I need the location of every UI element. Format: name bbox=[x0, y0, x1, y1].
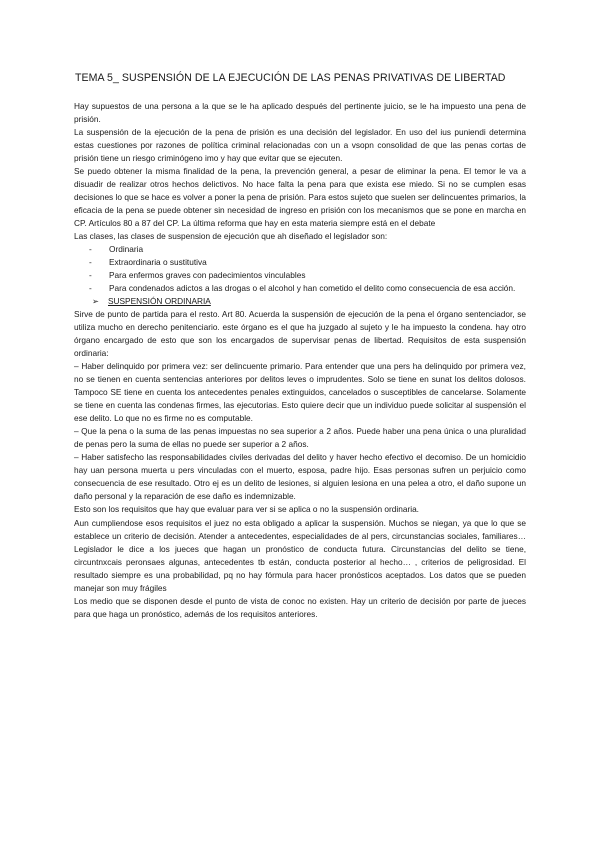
list-item bbox=[74, 282, 526, 295]
list-item-text: Para condenados adictos a las drogas o el alcohol y han cometido el delito como consecuencia de esa acción. bbox=[109, 283, 516, 294]
list-item bbox=[74, 269, 526, 282]
suspension-classes-list bbox=[74, 243, 526, 295]
intro-paragraph: Hay supuestos de una persona a la que se le ha aplicado después del pertinente juicio, se le ha impuesto una pena de prisión. bbox=[74, 101, 526, 125]
list-item-text: Extraordinaria o sustitutiva bbox=[109, 257, 207, 268]
document-title: TEMA 5_ SUSPENSIÓN DE LA EJECUCIÓN DE LAS PENAS PRIVATIVAS DE LIBERTAD bbox=[75, 72, 506, 84]
section-heading-text: SUSPENSIÓN ORDINARIA bbox=[108, 296, 211, 307]
requirement-paragraph: – Que la pena o la suma de las penas impuestas no sea superior a 2 años. Puede haber una pena única o una pluralidad de penas pero la suma de ellas no puede ser superior a 2 años. bbox=[74, 426, 526, 450]
requirement-paragraph: – Haber satisfecho las responsabilidades civiles derivadas del delito y haver hecho efectivo el decomiso. De un homicidio hay uan persona muerta u pers vinculadas con el muerto, esposa, padre hijo. Esas personas sufren un perjuicio como consecuencia de ese resultado. Otro ej es un delito de lesiones, si alguien lesiona en una pelea a otro, el daño supone un daño personal y la reparación de ese daño es indemnizable. bbox=[74, 452, 526, 502]
intro-paragraph: Se puedo obtener la misma finalidad de la pena, la prevención general, a pesar de eliminar la pena. El temor le va a disuadir de realizar otros hechos delictivos. No hace falta la pena para que exista ese miedo. Si no se cumplen esas decisiones lo que se hace es volver a poner la pena de prisión. Para estos sujeto que suelen ser delincuentes primarios, la eficacia de la pena se puede obtener sin necesidad de ingreso en prisión con los mecanismos que se pone en marcha en CP. Artículos 80 a 87 del CP. La última reforma que hay en esta materia siempre está en el debate bbox=[74, 166, 526, 229]
list-item bbox=[74, 256, 526, 269]
document-body bbox=[74, 100, 526, 621]
requirement-paragraph: – Haber delinquido por primera vez: ser delincuente primario. Para entender que una pers ha delinquido por primera vez, no se tienen en cuenta sentencias anteriores por delitos leves o imprudentes. Solo se tiene en sunat los delitos dolosos. Tampoco SE tiene en cuenta los antecedentes penales extinguidos, cancelados o susceptibles de cancelarse. Solamente se tiene en cuenta las condenas firmes, las ejecutorias. Esto quiere decir que un individuo puede solicitar al suspensión el ese delito. Lo que no es firme no es computable. bbox=[74, 361, 526, 424]
body-paragraph: Esto son los requisitos que hay que evaluar para ver si se aplica o no la suspensión ordinaria. bbox=[74, 504, 419, 515]
list-item-text: Ordinaria bbox=[109, 244, 144, 255]
body-paragraph: Los medio que se disponen desde el punto de vista de conoc no existen. Hay un criterio de decisión por parte de jueces para que haga un pronóstico, además de los requisitos anteriores. bbox=[74, 595, 526, 619]
list-item-text: Para enfermos graves con padecimientos vinculables bbox=[109, 270, 306, 281]
section-heading bbox=[74, 295, 526, 308]
intro-paragraph: La suspensión de la ejecución de la pena de prisión es una decisión del legislador. En uso del ius puniendi determina estas cuestiones por razones de política criminal relacionadas con un a vsopn consolidad de que las penas cortas de prisión tiene un riesgo criminógeno imo y hay que evitar que se ejecuten. bbox=[74, 127, 526, 164]
list-bullet: - bbox=[89, 257, 92, 268]
body-paragraph: Aun cumpliendose esos requisitos el juez no esta obligado a aplicar la suspensión. Muchos se niegan, ya que lo que se establece un criterio de decisión. Atender a antecedentes, especialidades de al pers, circunstancias sociales, familiares… Legislador le dice a los jueces que hagan un pronóstico de conducta futura. Circunstancias del delito se tiene, circuntnxcais peronsaes algunas, antecedentes tb están, conducta posterior al hecho… , criterios de peligrosidad. El resultado siempre es una probabilidad, pq no hay fórmula para hacer pronósticos aceptados. Los datos que se pueden manejar son muy frágiles bbox=[74, 517, 526, 593]
list-item bbox=[74, 243, 526, 256]
arrow-bullet-icon: ➢ bbox=[92, 296, 99, 307]
list-bullet: - bbox=[89, 270, 92, 281]
body-paragraph: Sirve de punto de partida para el resto. Art 80. Acuerda la suspensión de ejecución de la pena el órgano sentenciador, se utiliza mucho en derecho penitenciario. este órgano es el que ha juzgado al sujeto y le ha impuesto la condena. hay otro órgano encargado de esto que son los encargados de supervisar penas de libertad. Requisitos de esta suspensión ordinaria: bbox=[74, 309, 526, 359]
list-bullet: - bbox=[89, 283, 92, 294]
list-bullet: - bbox=[89, 244, 92, 255]
intro-paragraph: Las clases, las clases de suspension de ejecución que ah diseñado el legislador son: bbox=[74, 231, 388, 242]
